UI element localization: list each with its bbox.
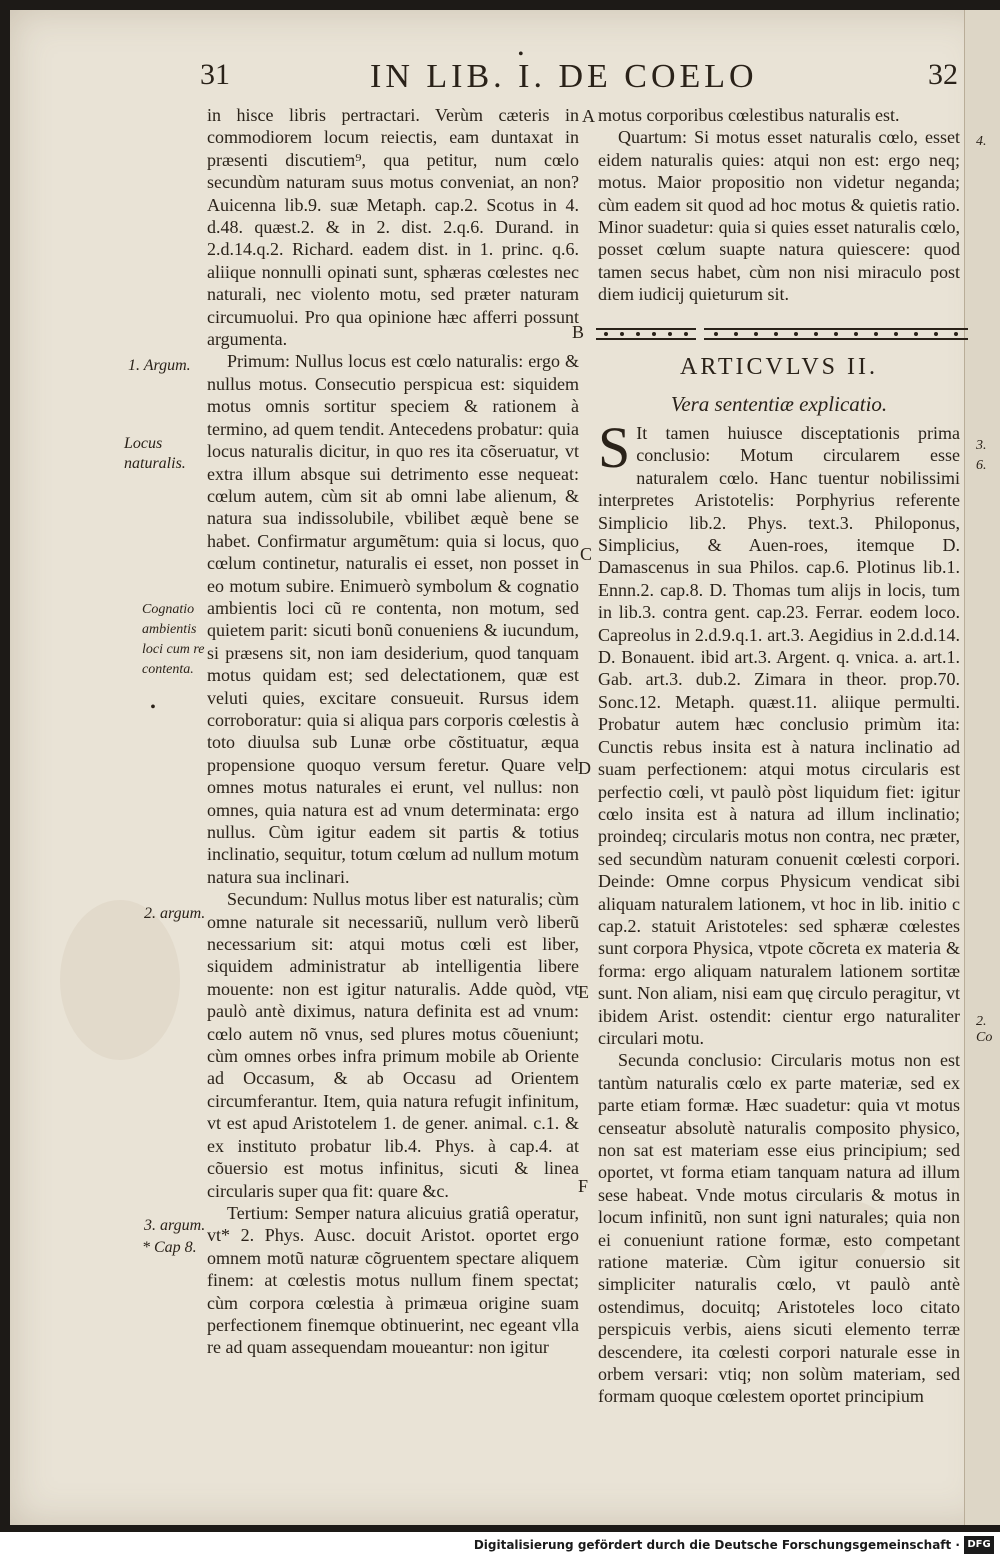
margin-note: 3. argum. xyxy=(144,1217,206,1234)
margin-note: • xyxy=(150,699,156,716)
ornament-rule xyxy=(596,326,968,342)
article-title: ARTICVLVS II. xyxy=(679,354,878,380)
left-column xyxy=(207,104,579,1359)
paragraph: Secundum: Nullus motus liber est naturalis; cùm omne naturale sit necessariũ, nullum verò liberũ necessarium sit: atqui motus cœli est liber, siquidem administratur ab intelligentia libere mouente: non est igitur naturalis. Adde quòd, vt paulò antè diximus, natura definita est ad vnum: cœlo autem nõ vnus, sed plures motus cõueniunt; cùm omnes orbes infra primum mobile ab Oriente ad Occasum, & ab Occasu ad Orientem circumferantur. Item, quia natura refugit infinitum, vt est apud Aristotelem 1. de gener. animal. c.1. & ex instituto probatur lib.4. Phys. à cap.4. at cõuersio est motus infinitus, sicuti & linea circularis super qua fit: quare &c. xyxy=(207,889,579,1201)
margin-note: * Cap 8. xyxy=(142,1239,197,1256)
drop-cap: S xyxy=(598,415,631,480)
section-letter-e: E xyxy=(578,982,589,1002)
section-letter-c: C xyxy=(580,544,593,564)
article-subtitle: Vera sententiæ explicatio. xyxy=(670,392,888,416)
paragraph: Tertium: Semper natura alicuius gratiâ operatur, vt* 2. Phys. Ausc. docuit Aristot. oportet ergo omnem motũ naturæ cõgruentem spectare aliquem finem: at cœlestis motus nullum finem spectat; cùm corpora cœlestia à primæua origine suam perfectionem finemque obtinuerint, nec egeant vlla re ad quam assequendam moueantur: non igitur xyxy=(207,1202,579,1358)
facing-page-note: 6. xyxy=(976,458,987,473)
running-title: IN LIB. I. DE COELO xyxy=(370,58,758,95)
running-header xyxy=(200,46,960,102)
facing-page-note: 2. Co xyxy=(976,1014,993,1045)
paper-stain xyxy=(60,900,180,1060)
facing-page-note: 3. xyxy=(976,438,987,453)
header-dot: • xyxy=(518,46,524,63)
paragraph: motus corporibus cœlestibus naturalis est. xyxy=(598,105,900,125)
section-letter-b: B xyxy=(572,322,585,342)
margin-note: 1. Argum. xyxy=(128,357,191,374)
folio-right: 32 xyxy=(928,58,958,91)
folio-left: 31 xyxy=(200,58,230,91)
section-letter-a: A xyxy=(582,106,595,126)
footer-bar xyxy=(0,1532,1000,1560)
right-column-top xyxy=(598,104,960,306)
section-letter-d: D xyxy=(578,758,591,778)
facing-page-edge xyxy=(964,10,1000,1525)
margin-note: Cognatio ambientis loci cum re contenta. xyxy=(142,602,205,677)
facing-page-note: 4. xyxy=(976,134,987,149)
dfg-logo: DFG xyxy=(964,1536,994,1554)
paragraph: in hisce libris pertractari. Verùm cæteris in commodiorem locum reiectis, eam duntaxat in præsenti discutiem⁹, qua petitur, num cœlo secundùm naturam suus motus conveniat, an non? Auicenna lib.9. suæ Metaph. cap.2. Scotus in 4. d.48. quæst.2. & in 2. dist. 2.q.6. Durand. in 2.d.14.q.2. Richard. eadem dist. in 1. princ. q.6. aliique nonnulli opinati sunt, sphæras cœlestes nec naturali, nec violento motu, sed præter naturam circumuolui. Pro qua opinione hæc afferri possunt argumenta. xyxy=(207,105,579,350)
right-column-main xyxy=(598,415,960,1408)
paragraph xyxy=(598,415,960,1049)
paragraph: Secunda conclusio: Circularis motus non est tantùm naturalis cœlo ex parte materiæ, sed ex parte etiam formæ. Hæc suadetur: quia vt motus censeatur absolutè naturalis composito physico, non sat est materiam esse eius principium; sed oportet, vt forma etiam tanquam natura ad illum sese habeat. Vnde motus circularis & motus in locum infinitũ, non sunt igni naturales; quia non ei conueniunt ratione formæ, esto competant ratione materiæ. Cùm igitur conuersio sit simpliciter naturalis cœlo, vt paulò antè ostendimus, docuitq; Aristoteles loco citato perspicuis verbis, aiens sicuti elemento terræ descendere, ita cœlesti corpori naturale esse in orbem versari: vtiq; non solùm materiam, sed formam quoque cœlestem oportet principium xyxy=(598,1050,960,1407)
margin-note: 2. argum. xyxy=(144,905,206,922)
paragraph: Primum: Nullus locus est cœlo naturalis: ergo & nullus motus. Consecutio perspicua est: siquidem motus omnis sortitur speciem & rationem à termino, ad quem tendit. Antecedens probatur: quia locus naturalis dicitur, in quo res ita cõseruatur, vt extra illum absque sui detrimento esse nequeat: cœlum autem, cùm sit ab omni labe alienum, & natura sua indissolubile, vbilibet æquè bene se habet. Confirmatur argumẽtum: quia si locus, quo cœlum continetur, naturalis ei esset, non posset in eo motum subire. Enimuerò symbolum & cognatio ambientis loci cũ re contenta, non motum, sed quietem parit: sicuti bonũ conueniens & iucundum, si præsens sit, non iam desiderium, quod tanquam motus quidam est; sed delectationem, quæ est veluti quies, excitare consueuit. Rursus idem corroboratur: quia si aliqua pars corporis cœlestis à toto diuulsa sub Lunæ orbe cõstituatur, æqua propensione quoquo versum feretur. Quare vel omnes motus naturales ei erunt, vel nullus: non omnes, quia natura est ad vnum determinata: ergo nullus. Cùm igitur eadem sit partis & totius inclinatio, sequitur, totum cœlum ad nullum motum natura sua inclinari. xyxy=(207,351,579,887)
footer-credit: Digitalisierung gefördert durch die Deutsche Forschungsgemeinschaft · xyxy=(473,1538,960,1552)
margin-note: Locus naturalis. xyxy=(124,435,186,472)
paragraph: Quartum: Si motus esset naturalis cœlo, esset eidem naturalis quies: atqui non est: ergo neq; motus. Maior propositio non videtur neganda; cùm eadem sit quod ad hoc motus & quietis ratio. Minor suadetur: quia si quies esset naturalis cœlo, posset cœlum suapte natura quiescere: quod tamen secus habet, cùm non nisi miraculo post diem iudicij quieturum sit. xyxy=(598,127,960,305)
section-letter-f: F xyxy=(578,1176,589,1196)
paragraph-text: It tamen huiusce disceptationis prima conclusio: Motum circularem esse naturalem cœlo. Hanc tuentur nobilissimi interpretes Aristotelis: Porphyrius referente Simplicio lib.2. Phys. text.3. Philoponus, Simplicius, & Auen-roes, itemque D. Damascenus in sua Philos. cap.6. Plotinus lib.1. Ennn.2. cap.8. D. Thomas tum alijs in locis, tum in lib.3. contra gent. cap.23. Ferrar. eodem loco. Capreolus in 2.d.9.q.1. art.3. Aegidius in 2.d.d.14. D. Bonauent. ibid art.3. Argent. q. vnica. a. art.1. Gab. art.3. dub.2. Zimara in theor. prop.70. Sonc.12. Metaph. quæst.11. aliique permulti. Probatur autem hæc conclusio primùm ita: Cunctis rebus insita est à natura inclinatio ad suam perfectionem: atqui motus circularis est perfectio cœli, vt paulò pòst liquidum fiet: igitur cœlo insita est à natura ad illum inclinatio; proindeq; circularis motus non contra, nec præter, sed secundùm naturam conuenit cœlesti corpori. Deinde: Omne corpus Physicum vendicat sibi aliquam naturalem lationem, vt hoc in lib. initio c cap.2. statuit Aristoteles: sed sphæræ cœlestes sunt corpora Physica, vtpote cõcreta ex materia & forma: ergo aliquam naturalem lationem sortitæ sunt. Non aliam, nisi eam quę circulo peragitur, vt ibidem Arist. ostendit: cientur ergo naturaliter circulari motu. xyxy=(598,423,960,1048)
